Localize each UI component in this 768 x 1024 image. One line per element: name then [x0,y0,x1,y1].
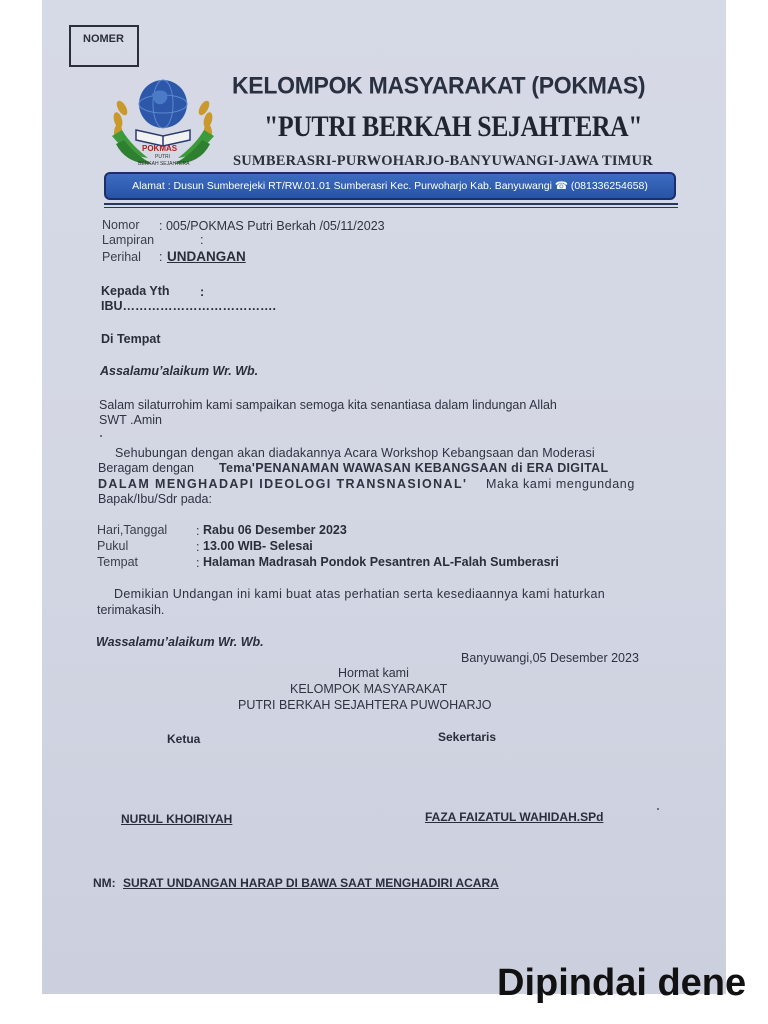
footnote-text: SURAT UNDANGAN HARAP DI BAWA SAAT MENGHADIRI ACARA [123,876,499,890]
ketua-name: NURUL KHOIRIYAH [121,812,233,826]
demikian-line-2: terimakasih. [97,603,165,617]
closing-org-1: KELOMPOK MASYARAKAT [290,682,448,696]
paragraph-line-1: Sehubungan dengan akan diadakannya Acara Workshop Kebangsaan dan Moderasi [115,446,595,460]
nomor-value: : 005/POKMAS Putri Berkah /05/11/2023 [159,219,385,233]
nomer-box: NOMER [69,25,139,67]
ketua-label: Ketua [167,732,201,746]
paragraph-line-4: Bapak/Ibu/Sdr pada: [98,492,212,506]
org-heading: KELOMPOK MASYARAKAT (POKMAS) [232,71,646,99]
salam-line-1: Salam silaturrohim kami sampaikan semoga kita senantiasa dalam lindungan Allah [99,398,557,412]
letter-date: Banyuwangi,05 Desember 2023 [461,651,639,665]
letter-page [42,0,726,994]
hari-value: Rabu 06 Desember 2023 [203,523,347,537]
salam-pembuka: Assalamu’alaikum Wr. Wb. [100,364,259,378]
hormat-kami: Hormat kami [338,666,409,680]
tempat-value: Halaman Madrasah Pondok Pesantren AL-Falah Sumberasri [203,555,559,569]
pukul-label: Pukul [97,539,129,553]
logo-text-pokmas: POKMAS [142,144,178,153]
org-name-heading: "PUTRI BERKAH SEJAHTERA" [264,110,643,143]
lampiran-label: Lampiran [102,233,155,247]
closing-org-2: PUTRI BERKAH SEJAHTERA PUWOHARJO [238,698,492,712]
perihal-colon: : [159,250,163,264]
hari-colon: : [196,524,200,538]
ibu-line: IBU………………………………. [101,299,276,313]
hari-label: Hari,Tanggal [97,523,168,537]
header-rule-thin [104,207,678,208]
pukul-colon: : [196,540,200,554]
sekertaris-name: FAZA FAIZATUL WAHIDAH.SPd [425,810,604,824]
tempat-label: Tempat [97,555,138,569]
nomor-label: Nomor [102,218,140,232]
pukul-value: 13.00 WIB- Selesai [203,539,313,553]
salam-line-2: SWT .Amin [99,413,162,427]
stray-dot-2 [657,808,659,810]
kepada-label: Kepada Yth [101,284,170,298]
footnote-prefix: NM: [93,876,116,890]
scan-watermark-text: Dipindai dene [497,962,747,1004]
stray-dot [100,435,102,437]
address-bar: Alamat : Dusun Sumberejeki RT/RW.01.01 Sumberasri Kec. Purwoharjo Kab. Banyuwangi ☎ (081336254658) [104,172,676,200]
logo-text-berkah: BERKAH SEJAHTERA [138,161,190,167]
salam-penutup: Wassalamu’alaikum Wr. Wb. [96,635,264,649]
demikian-line-1: Demikian Undangan ini kami buat atas perhatian serta kesediaannya kami haturkan [114,587,606,601]
header-rule [104,203,678,205]
org-location: SUMBERASRI-PURWOHARJO-BANYUWANGI-JAWA TIMUR [233,153,653,169]
paragraph-line-2a: Beragam dengan [98,461,194,475]
pokmas-logo [108,74,218,174]
di-tempat: Di Tempat [101,332,161,346]
paragraph-line-3a: DALAM MENGHADAPI IDEOLOGI TRANSNASIONAL' [98,477,468,491]
kepada-colon: : [200,285,205,299]
perihal-value: UNDANGAN [167,249,246,264]
lampiran-colon: : [200,233,204,247]
logo-text-putri: PUTRI [155,154,170,160]
paragraph-line-3b: Maka kami mengundang [486,477,635,491]
paragraph-line-2b: Tema'PENANAMAN WAWASAN KEBANGSAAN di ERA DIGITAL [219,461,609,475]
tempat-colon: : [196,556,200,570]
perihal-label: Perihal [102,250,141,264]
sekertaris-label: Sekertaris [438,730,497,744]
